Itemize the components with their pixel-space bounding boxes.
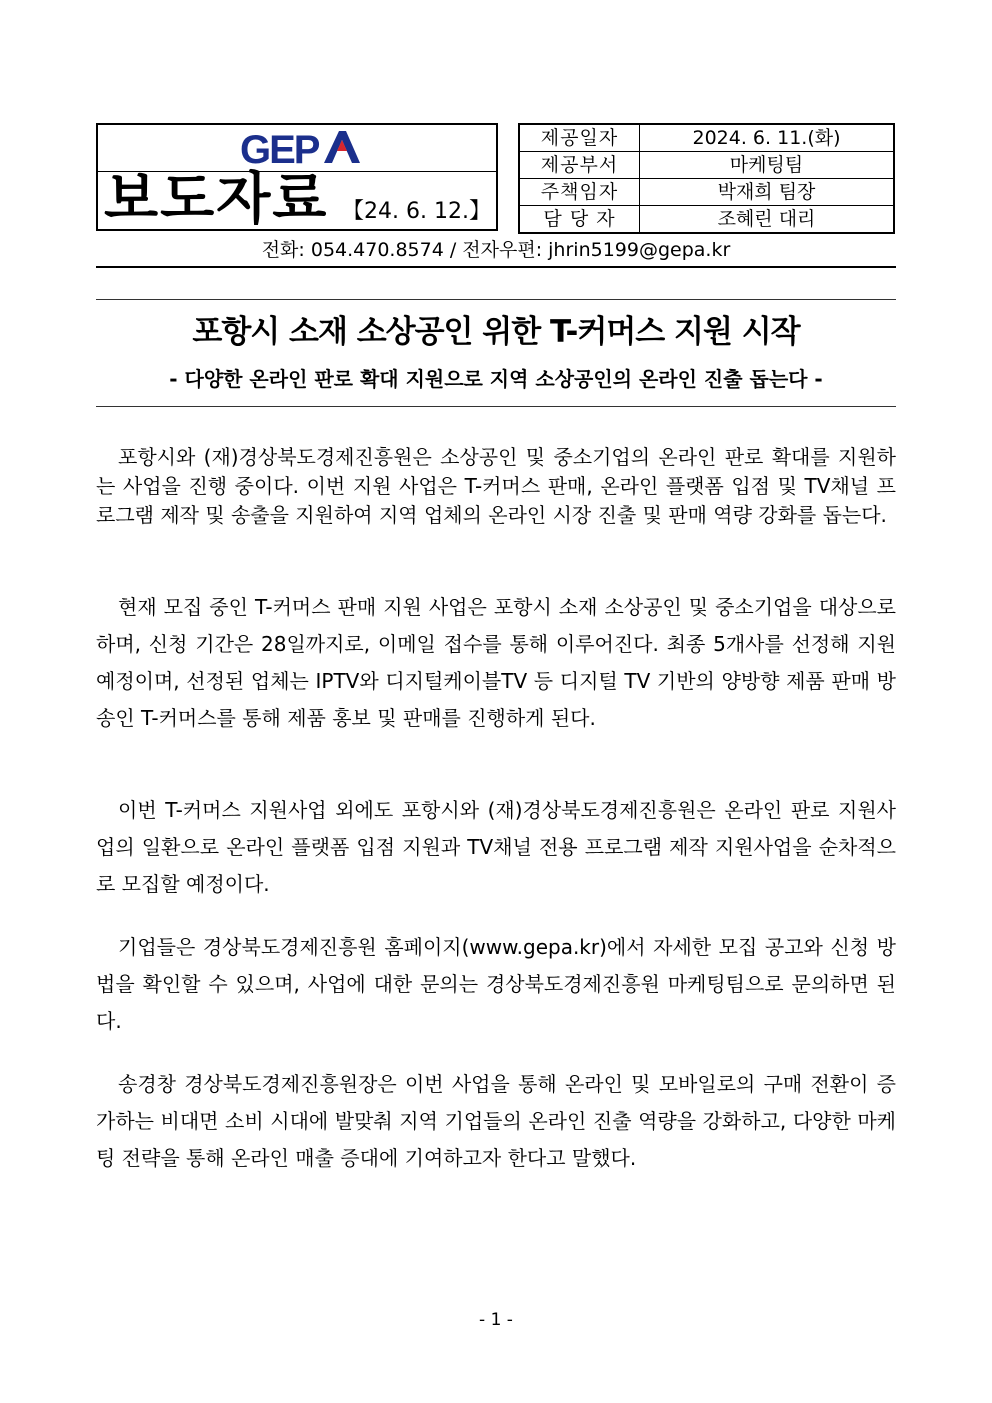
gepa-logo: [238, 127, 362, 169]
article-subheadline: - 다양한 온라인 판로 확대 지원으로 지역 소상공인의 온라인 진출 돕는다 -: [169, 367, 823, 391]
info-value: 조혜린 대리: [640, 206, 895, 234]
info-value: 박재희 팀장: [640, 179, 895, 206]
info-value: 마케팅팀: [640, 152, 895, 179]
article-paragraph-2: [96, 589, 896, 737]
info-row-manager: [519, 179, 894, 206]
info-key: 담 당 자: [519, 206, 640, 234]
paragraph-text: 포항시와 (재)경상북도경제진흥원은 소상공인 및 중소기업의 온라인 판로 확대를 지원하는 사업을 진행 중이다. 이번 지원 사업은 T-커머스 판매, 온라인 플랫폼 입점 및 TV채널 프로그램 제작 및 송출을 지원하여 지역 업체의 온라인 시장 진출 및 판매 역량 강화를 돕는다.: [96, 445, 896, 527]
info-key: 제공부서: [519, 152, 640, 179]
info-row-contact-person: [519, 206, 894, 234]
article-headline: 포항시 소재 소상공인 위한 T-커머스 지원 시작: [192, 314, 800, 350]
headline-bottom-rule: [96, 406, 896, 407]
page-number: - 1 -: [479, 1310, 513, 1330]
info-value: 2024. 6. 11.(화): [640, 124, 895, 152]
release-info-table: [518, 123, 895, 234]
press-release-title-box: [96, 123, 498, 231]
paragraph-text: 이번 T-커머스 지원사업 외에도 포항시와 (재)경상북도경제진흥원은 온라인 판로 지원사업의 일환으로 온라인 플랫폼 입점 지원과 TV채널 전용 프로그램 제작 지원사업을 순차적으로 모집할 예정이다.: [96, 798, 896, 896]
press-release-date: 【24. 6. 12.】: [342, 199, 491, 224]
contact-line: 전화: 054.470.8574 / 전자우편: jhrin5199@gepa.kr: [261, 239, 731, 261]
headline-top-rule: [96, 299, 896, 300]
info-key: 주책임자: [519, 179, 640, 206]
article-paragraph-5: [96, 1066, 896, 1177]
paragraph-text: 송경창 경상북도경제진흥원장은 이번 사업을 통해 온라인 및 모바일로의 구매 전환이 증가하는 비대면 소비 시대에 발맞춰 지역 기업들의 온라인 진출 역량을 강화하고, 다양한 마케팅 전략을 통해 온라인 매출 증대에 기여하고자 한다고 말했다.: [96, 1072, 896, 1170]
paragraph-text: 기업들은 경상북도경제진흥원 홈페이지(www.gepa.kr)에서 자세한 모집 공고와 신청 방법을 확인할 수 있으며, 사업에 대한 문의는 경상북도경제진흥원 마케팅팀으로 문의하면 된다.: [96, 935, 896, 1033]
info-row-date: [519, 124, 894, 152]
article-paragraph-3: [96, 792, 896, 903]
article-paragraph-1: [96, 443, 896, 530]
svg-text:GEP: GEP: [240, 128, 319, 169]
press-release-label: 보도자료: [104, 167, 329, 232]
header-bottom-rule: [96, 266, 896, 268]
info-row-department: [519, 152, 894, 179]
paragraph-text: 현재 모집 중인 T-커머스 판매 지원 사업은 포항시 소재 소상공인 및 중소기업을 대상으로 하며, 신청 기간은 28일까지로, 이메일 접수를 통해 이루어진다. 최종 5개사를 선정해 지원 예정이며, 선정된 업체는 IPTV와 디지털케이블TV 등 디지털 TV 기반의 양방향 제품 판매 방송인 T-커머스를 통해 제품 홍보 및 판매를 진행하게 된다.: [96, 595, 896, 730]
info-key: 제공일자: [519, 124, 640, 152]
article-paragraph-4: [96, 929, 896, 1040]
